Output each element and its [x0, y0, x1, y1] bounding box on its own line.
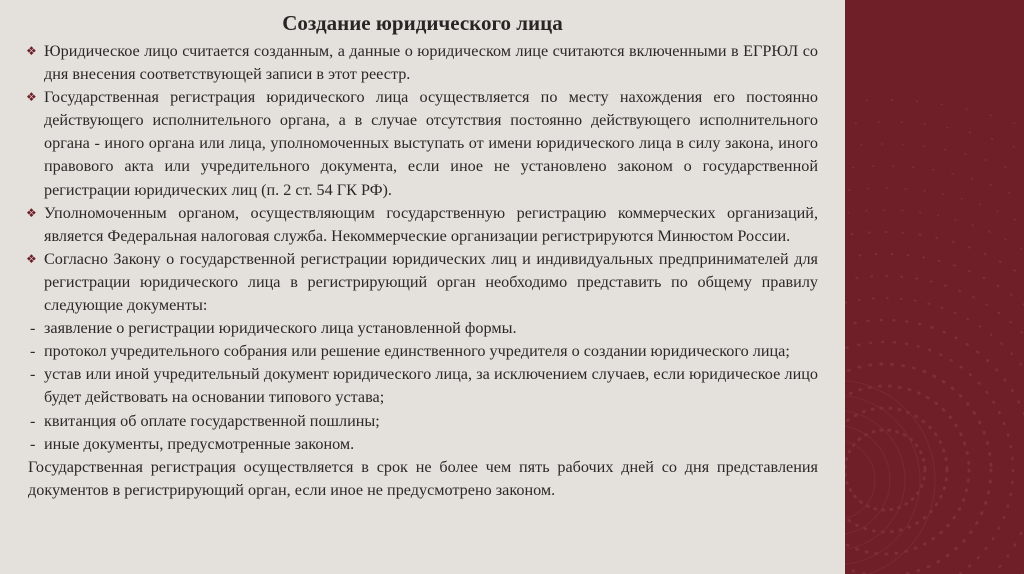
- dash-text: квитанция об оплате государственной пошлины;: [44, 411, 380, 430]
- dash-text: устав или иной учредительный документ юридического лица, за исключением случаев, если юридическое лицо будет действовать на основании типового устава;: [44, 365, 818, 407]
- diamond-bullet-icon: ❖: [26, 44, 37, 58]
- bullet-text: Юридическое лицо считается созданным, а данные о юридическом лице считаются включенными в ЕГРЮЛ со дня внесения соответствующей записи в этот реестр.: [44, 42, 818, 84]
- dash-marker: -: [30, 342, 36, 361]
- diamond-bullet-icon: ❖: [26, 90, 37, 105]
- decorative-arcs: [845, 0, 1024, 574]
- slide-body: [28, 40, 818, 502]
- dash-marker: -: [30, 365, 36, 384]
- dash-text: иные документы, предусмотренные законом.: [44, 434, 355, 453]
- closing-text: Государственная регистрация осуществляется в срок не более чем пять рабочих дней со дня представления документов в регистрирующий орган, если иное не предусмотрено законом.: [28, 457, 818, 499]
- bullet-text: Уполномоченным органом, осуществляющим государственную регистрацию коммерческих организаций, является Федеральная налоговая служба. Некоммерческие организации регистрируются Минюстом России.: [44, 203, 818, 245]
- bullet-text: Согласно Закону о государственной регистрации юридических лиц и индивидуальных предпринимателей для регистрации юридического лица в регистрирующий орган необходимо представить по общему правилу следующие документы:: [44, 249, 818, 315]
- diamond-bullet-icon: ❖: [26, 251, 37, 266]
- dash-text: протокол учредительного собрания или решение единственного учредителя о создании юридического лица;: [44, 342, 790, 361]
- closing-paragraph: [28, 456, 818, 502]
- dash-item: [28, 433, 818, 456]
- dash-text: заявление о регистрации юридического лица установленной формы.: [44, 319, 517, 338]
- bullet-item: [28, 40, 818, 86]
- diamond-bullet-icon: ❖: [26, 205, 37, 220]
- bullet-item: [28, 86, 818, 201]
- dash-marker: -: [30, 434, 36, 453]
- bullet-text: Государственная регистрация юридического лица осуществляется по месту нахождения его постоянно действующего исполнительного органа, а в случае отсутствия постоянно действующего исполнительного органа - иного органа или лица, уполномоченных выступать от имени юридического лица в силу закона, иного правового акта или учредительного документа, если иное не установлено законом о государственной регистрации юридических лиц (п. 2 ст. 54 ГК РФ).: [44, 88, 818, 199]
- bullet-item: [28, 202, 818, 248]
- bullet-item: [28, 248, 818, 317]
- dash-marker: -: [30, 319, 36, 338]
- dash-item: [28, 317, 818, 340]
- dash-item: [28, 340, 818, 363]
- side-panel: [845, 0, 1024, 574]
- slide-title: Создание юридического лица: [282, 11, 563, 35]
- dash-marker: -: [30, 411, 36, 430]
- dash-item: [28, 363, 818, 409]
- dash-item: [28, 410, 818, 433]
